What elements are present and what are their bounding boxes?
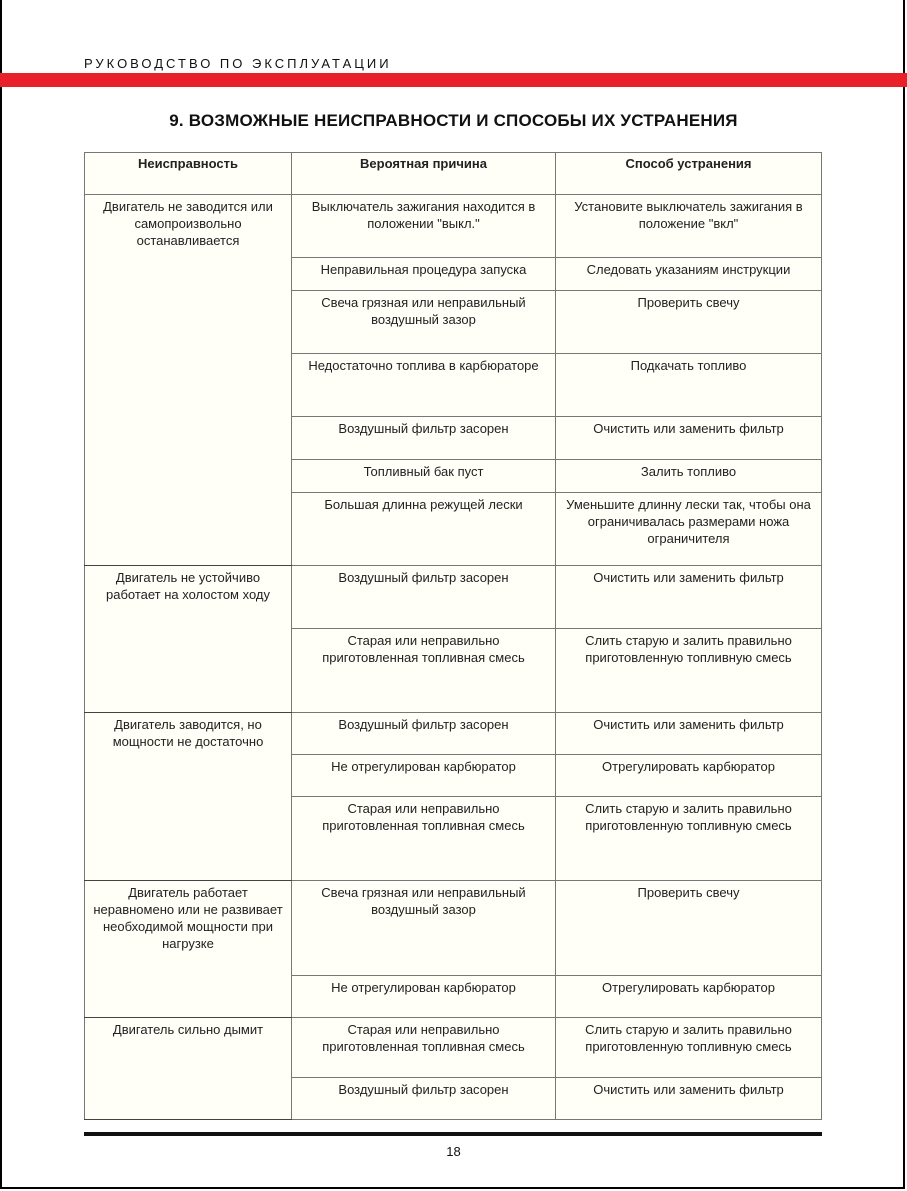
cause-cell: Старая или неправильно приготовленная топливная смесь bbox=[292, 1018, 556, 1078]
table-row bbox=[85, 881, 822, 976]
cause-cell: Большая длинна режущей лески bbox=[292, 493, 556, 566]
page-number: 18 bbox=[446, 1144, 461, 1159]
fault-cell: Двигатель работает неравномено или не развивает необходимой мощности при нагрузке bbox=[85, 881, 292, 1018]
table-header-row bbox=[85, 153, 822, 195]
cause-cell: Недостаточно топлива в карбюраторе bbox=[292, 354, 556, 417]
cause-cell: Свеча грязная или неправильный воздушный зазор bbox=[292, 291, 556, 354]
cause-cell: Выключатель зажигания находится в положении "выкл." bbox=[292, 195, 556, 258]
remedy-cell: Залить топливо bbox=[556, 460, 822, 493]
fault-cell: Двигатель заводится, но мощности не достаточно bbox=[85, 713, 292, 881]
cause-cell: Не отрегулирован карбюратор bbox=[292, 755, 556, 797]
cause-cell: Воздушный фильтр засорен bbox=[292, 1078, 556, 1120]
cause-cell: Воздушный фильтр засорен bbox=[292, 713, 556, 755]
cause-cell: Старая или неправильно приготовленная топливная смесь bbox=[292, 797, 556, 881]
section-title: 9. ВОЗМОЖНЫЕ НЕИСПРАВНОСТИ И СПОСОБЫ ИХ УСТРАНЕНИЯ bbox=[169, 111, 738, 130]
footer-rule bbox=[84, 1132, 822, 1136]
table-row bbox=[85, 713, 822, 755]
header-accent-bar bbox=[0, 73, 907, 87]
remedy-cell: Установите выключатель зажигания в положение "вкл" bbox=[556, 195, 822, 258]
fault-cell: Двигатель сильно дымит bbox=[85, 1018, 292, 1120]
column-header-remedy: Способ устранения bbox=[556, 153, 822, 195]
remedy-cell: Подкачать топливо bbox=[556, 354, 822, 417]
cause-cell: Воздушный фильтр засорен bbox=[292, 417, 556, 460]
remedy-cell: Слить старую и залить правильно приготовленную топливную смесь bbox=[556, 1018, 822, 1078]
cause-cell: Неправильная процедура запуска bbox=[292, 258, 556, 291]
cause-cell: Свеча грязная или неправильный воздушный зазор bbox=[292, 881, 556, 976]
remedy-cell: Слить старую и залить правильно приготовленную топливную смесь bbox=[556, 797, 822, 881]
fault-cell: Двигатель не заводится или самопроизвольно останавливается bbox=[85, 195, 292, 566]
remedy-cell: Проверить свечу bbox=[556, 881, 822, 976]
remedy-cell: Очистить или заменить фильтр bbox=[556, 417, 822, 460]
remedy-cell: Проверить свечу bbox=[556, 291, 822, 354]
remedy-cell: Следовать указаниям инструкции bbox=[556, 258, 822, 291]
remedy-cell: Уменьшите длинну лески так, чтобы она ограничивалась размерами ножа ограничителя bbox=[556, 493, 822, 566]
table-row bbox=[85, 195, 822, 258]
remedy-cell: Отрегулировать карбюратор bbox=[556, 976, 822, 1018]
table-row bbox=[85, 1018, 822, 1078]
cause-cell: Топливный бак пуст bbox=[292, 460, 556, 493]
remedy-cell: Очистить или заменить фильтр bbox=[556, 713, 822, 755]
fault-cell: Двигатель не устойчиво работает на холостом ходу bbox=[85, 566, 292, 713]
manual-header-label: РУКОВОДСТВО ПО ЭКСПЛУАТАЦИИ bbox=[84, 56, 392, 71]
column-header-fault: Неисправность bbox=[85, 153, 292, 195]
cause-cell: Старая или неправильно приготовленная топливная смесь bbox=[292, 629, 556, 713]
remedy-cell: Очистить или заменить фильтр bbox=[556, 1078, 822, 1120]
column-header-cause: Вероятная причина bbox=[292, 153, 556, 195]
troubleshooting-table bbox=[84, 152, 822, 1120]
cause-cell: Воздушный фильтр засорен bbox=[292, 566, 556, 629]
table-row bbox=[85, 566, 822, 629]
remedy-cell: Слить старую и залить правильно приготовленную топливную смесь bbox=[556, 629, 822, 713]
cause-cell: Не отрегулирован карбюратор bbox=[292, 976, 556, 1018]
remedy-cell: Отрегулировать карбюратор bbox=[556, 755, 822, 797]
remedy-cell: Очистить или заменить фильтр bbox=[556, 566, 822, 629]
